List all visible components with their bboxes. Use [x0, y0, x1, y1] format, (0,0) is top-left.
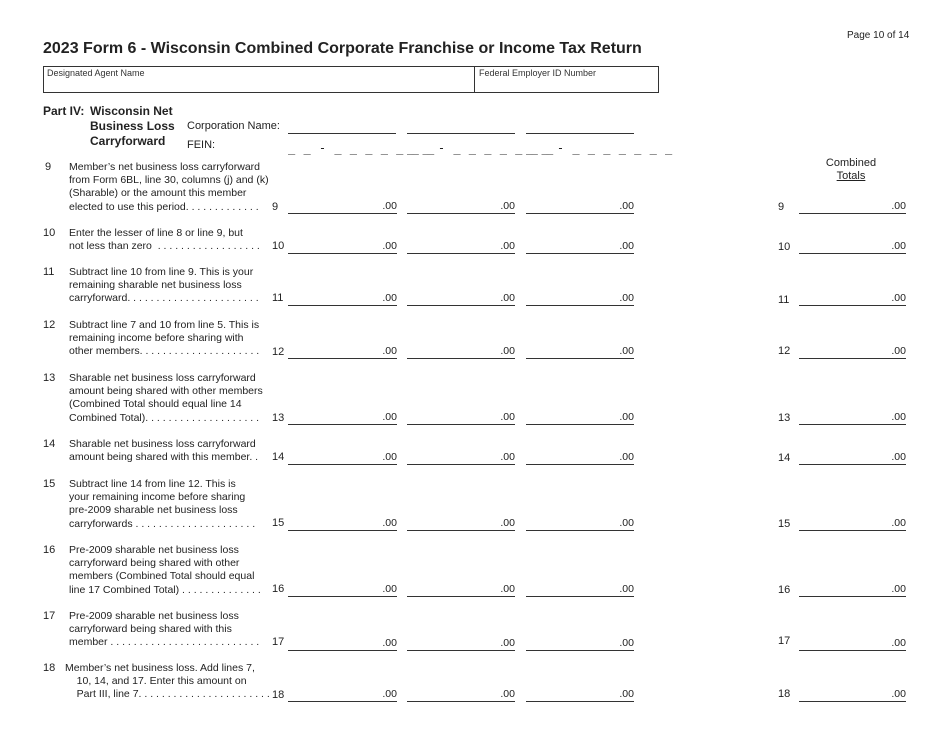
amount-field-col-2[interactable]: .00 — [407, 516, 515, 531]
amount-field-col-3[interactable]: .00 — [526, 636, 634, 651]
amount-field-col-3[interactable]: .00 — [526, 582, 634, 597]
combined-line-reference: 11 — [778, 294, 790, 306]
combined-total-field[interactable]: .00 — [799, 516, 906, 531]
line-description: Member’s net business loss. Add lines 7, 10, 14, and 17. Enter this amount on Part III, line 7. . . . . . . . . . . . . . . . . . . . . . . — [65, 662, 270, 701]
line-reference: 11 — [272, 292, 284, 304]
line-description: Enter the lesser of line 8 or line 9, but not less than zero . . . . . . . . . . . . . . . . . . — [69, 227, 260, 253]
agent-info-box — [43, 66, 659, 93]
amount-field-col-2[interactable]: .00 — [407, 636, 515, 651]
combined-line-reference: 18 — [778, 688, 791, 700]
line-description: Sharable net business loss carryforward amount being shared with this member. . — [69, 438, 259, 464]
line-number: 18 — [43, 662, 56, 674]
combined-line-reference: 15 — [778, 518, 791, 530]
amount-field-col-2[interactable]: .00 — [407, 199, 515, 214]
part-title-line-3: Carryforward — [90, 134, 166, 148]
combined-total-field[interactable]: .00 — [799, 239, 906, 254]
combined-total-field[interactable]: .00 — [799, 410, 906, 425]
line-reference: 13 — [272, 412, 285, 424]
line-reference: 15 — [272, 517, 285, 529]
amount-field-col-3[interactable]: .00 — [526, 450, 634, 465]
amount-field-col-1[interactable]: .00 — [288, 582, 397, 597]
fein-input-3[interactable]: _ _ - _ _ _ _ _ _ _ — [526, 141, 673, 155]
combined-line-reference: 14 — [778, 452, 791, 464]
form-title: 2023 Form 6 - Wisconsin Combined Corporate Franchise or Income Tax Return — [43, 40, 642, 57]
part-title-line-2: Business Loss — [90, 119, 175, 133]
amount-field-col-3[interactable]: .00 — [526, 239, 634, 254]
line-number: 9 — [45, 161, 52, 173]
fein-input-1[interactable]: _ _ - _ _ _ _ _ _ _ — [288, 141, 435, 155]
amount-field-col-1[interactable]: .00 — [288, 636, 397, 651]
line-description: Subtract line 7 and 10 from line 5. This is remaining income before sharing with other members. . . . . . . . . . . . . . . . . . . . . — [69, 319, 260, 358]
part-label: Part IV: — [43, 104, 85, 118]
combined-total-field[interactable]: .00 — [799, 450, 906, 465]
amount-field-col-3[interactable]: .00 — [526, 687, 634, 702]
federal-employer-id-label: Federal Employer ID Number — [479, 68, 597, 78]
line-description: Sharable net business loss carryforward amount being shared with other members (Combined Total should equal line 14 Combined Total). . . . . . . . . . . . . . . . . . . . — [69, 372, 263, 424]
amount-field-col-3[interactable]: .00 — [526, 410, 634, 425]
amount-field-col-1[interactable]: .00 — [288, 516, 397, 531]
combined-header-line-2: Totals — [836, 170, 866, 182]
part-title — [90, 104, 175, 149]
amount-field-col-2[interactable]: .00 — [407, 450, 515, 465]
designated-agent-name-label: Designated Agent Name — [47, 68, 145, 78]
line-number: 12 — [43, 319, 56, 331]
combined-line-reference: 12 — [778, 345, 791, 357]
line-reference: 14 — [272, 451, 285, 463]
line-number: 16 — [43, 544, 56, 556]
amount-field-col-2[interactable]: .00 — [407, 687, 515, 702]
amount-field-col-2[interactable]: .00 — [407, 344, 515, 359]
combined-total-field[interactable]: .00 — [799, 636, 906, 651]
combined-line-reference: 9 — [778, 201, 785, 213]
line-reference: 10 — [272, 240, 285, 252]
line-number: 13 — [43, 372, 56, 384]
combined-total-field[interactable]: .00 — [799, 582, 906, 597]
combined-line-reference: 10 — [778, 241, 791, 253]
corporation-name-input-2[interactable] — [407, 133, 515, 134]
amount-field-col-1[interactable]: .00 — [288, 687, 397, 702]
combined-total-field[interactable]: .00 — [799, 687, 906, 702]
combined-header-line-1: Combined — [825, 157, 877, 169]
line-description: Member’s net business loss carryforward from Form 6BL, line 30, columns (j) and (k) (Sharable) or the amount this member elected to use this period. . . . . . . . . . . . . — [69, 161, 269, 213]
line-reference: 18 — [272, 689, 285, 701]
fein-input-2[interactable]: _ _ - _ _ _ _ _ _ _ — [407, 141, 554, 155]
combined-total-field[interactable]: .00 — [799, 344, 906, 359]
line-number: 17 — [43, 610, 56, 622]
amount-field-col-1[interactable]: .00 — [288, 239, 397, 254]
amount-field-col-3[interactable]: .00 — [526, 199, 634, 214]
combined-total-field[interactable]: .00 — [799, 199, 906, 214]
line-reference: 16 — [272, 583, 285, 595]
combined-totals-header — [798, 157, 904, 183]
line-reference: 9 — [272, 201, 279, 213]
combined-line-reference: 16 — [778, 584, 791, 596]
line-number: 15 — [43, 478, 56, 490]
amount-field-col-2[interactable]: .00 — [407, 291, 515, 306]
line-reference: 12 — [272, 346, 285, 358]
amount-field-col-2[interactable]: .00 — [407, 410, 515, 425]
amount-field-col-1[interactable]: .00 — [288, 450, 397, 465]
combined-line-reference: 17 — [778, 635, 791, 647]
combined-line-reference: 13 — [778, 412, 791, 424]
page-number: Page 10 of 14 — [847, 30, 910, 41]
amount-field-col-3[interactable]: .00 — [526, 291, 634, 306]
amount-field-col-2[interactable]: .00 — [407, 239, 515, 254]
amount-field-col-1[interactable]: .00 — [288, 199, 397, 214]
line-description: Subtract line 10 from line 9. This is your remaining sharable net business loss carryforward. . . . . . . . . . . . . . . . . . . . . . . — [69, 266, 259, 305]
line-number: 14 — [43, 438, 56, 450]
line-number: 10 — [43, 227, 56, 239]
line-number: 11 — [43, 266, 55, 278]
part-title-line-1: Wisconsin Net — [90, 104, 173, 118]
line-reference: 17 — [272, 636, 285, 648]
corporation-name-input-1[interactable] — [288, 133, 396, 134]
combined-total-field[interactable]: .00 — [799, 291, 906, 306]
designated-agent-name-field[interactable] — [44, 67, 475, 92]
amount-field-col-2[interactable]: .00 — [407, 582, 515, 597]
corporation-name-input-3[interactable] — [526, 133, 634, 134]
amount-field-col-1[interactable]: .00 — [288, 291, 397, 306]
amount-field-col-1[interactable]: .00 — [288, 344, 397, 359]
amount-field-col-3[interactable]: .00 — [526, 344, 634, 359]
amount-field-col-3[interactable]: .00 — [526, 516, 634, 531]
line-description: Pre-2009 sharable net business loss carryforward being shared with other members (Combined Total should equal line 17 Combined Total) . . . . . . . . . . . . . . — [69, 544, 261, 596]
amount-field-col-1[interactable]: .00 — [288, 410, 397, 425]
fein-label: FEIN: — [187, 139, 216, 151]
line-description: Subtract line 14 from line 12. This is your remaining income before sharing pre-2009 sharable net business loss carryforwards . . . . . . . . . . . . . . . . . . . . . — [69, 478, 256, 530]
line-description: Pre-2009 sharable net business loss carryforward being shared with this member . . . . . . . . . . . . . . . . . . . . . . . . . . — [69, 610, 260, 649]
corporation-name-label: Corporation Name: — [187, 120, 280, 132]
